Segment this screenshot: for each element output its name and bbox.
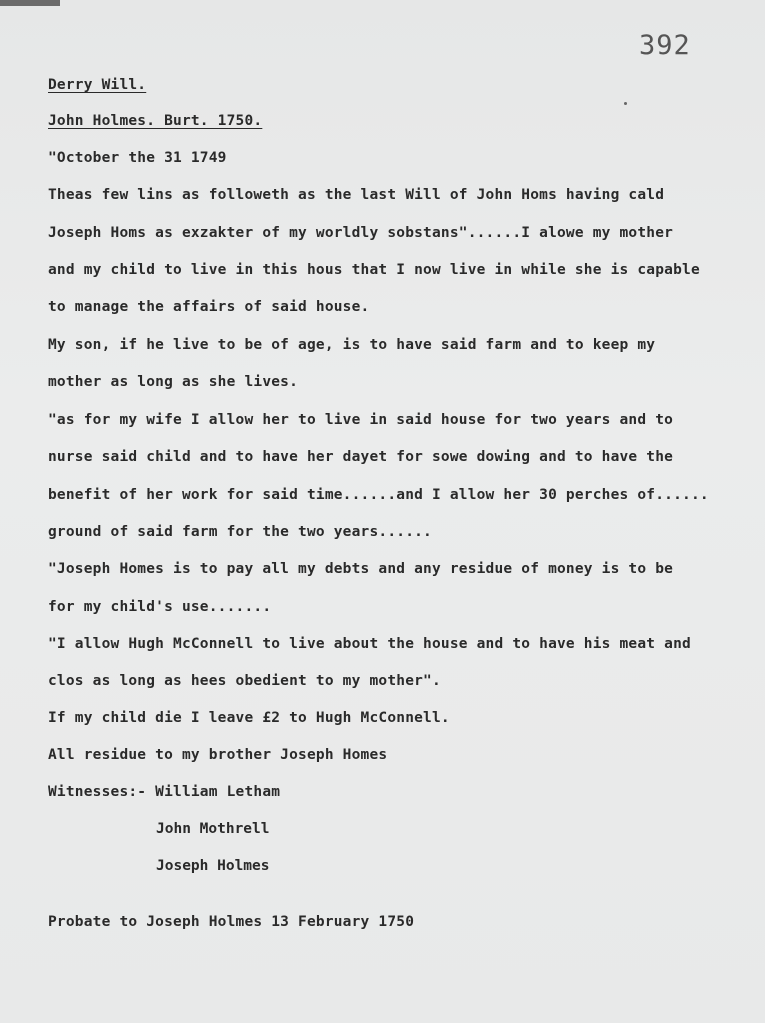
body-line: ground of said farm for the two years...... <box>48 524 432 540</box>
body-line: Joseph Homs as exzakter of my worldly sobstans"......I alowe my mother <box>48 225 674 241</box>
body-line: If my child die I leave £2 to Hugh McConnell. <box>48 710 450 726</box>
page-number: 392 <box>639 30 691 61</box>
body-line: mother as long as she lives. <box>48 374 299 390</box>
scan-speck <box>624 102 627 105</box>
body-line: My son, if he live to be of age, is to have said farm and to keep my <box>48 337 656 353</box>
body-line: clos as long as hees obedient to my mother". <box>48 673 441 689</box>
witness-name: John Mothrell <box>156 821 270 837</box>
body-line: "October the 31 1749 <box>48 150 227 166</box>
witnesses-label: Witnesses:- William Letham <box>48 784 281 800</box>
body-line: "Joseph Homes is to pay all my debts and any residue of money is to be <box>48 561 674 577</box>
witness-name: Joseph Holmes <box>156 858 270 874</box>
body-line: "as for my wife I allow her to live in said house for two years and to <box>48 412 674 428</box>
body-line: to manage the affairs of said house. <box>48 299 370 315</box>
body-line: for my child's use....... <box>48 599 272 615</box>
body-line: All residue to my brother Joseph Homes <box>48 747 388 763</box>
body-line: Theas few lins as followeth as the last Will of John Homs having cald <box>48 187 665 203</box>
body-line: nurse said child and to have her dayet for sowe dowing and to have the <box>48 449 674 465</box>
document-subtitle: John Holmes. Burt. 1750. <box>48 113 263 129</box>
probate-line: Probate to Joseph Holmes 13 February 1750 <box>48 914 415 930</box>
body-line: "I allow Hugh McConnell to live about the house and to have his meat and <box>48 636 691 652</box>
body-line: benefit of her work for said time......and I allow her 30 perches of...... <box>48 487 709 503</box>
body-line: and my child to live in this hous that I now live in while she is capable <box>48 262 700 278</box>
scan-edge-shadow <box>0 0 60 6</box>
document-title: Derry Will. <box>48 77 147 93</box>
